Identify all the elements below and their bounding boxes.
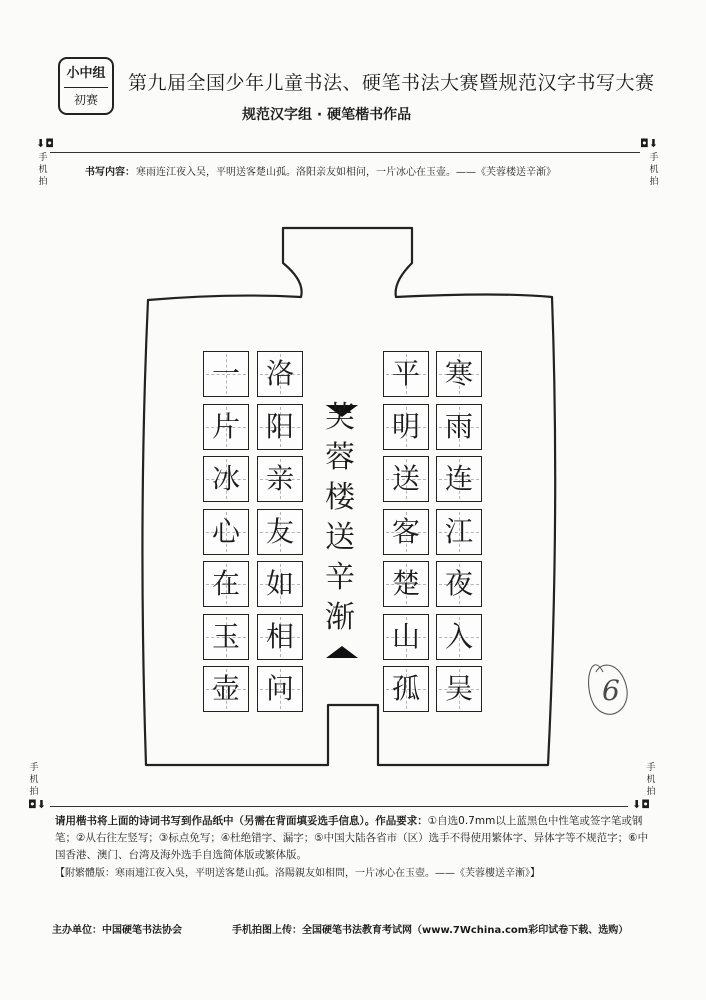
camera-icon-top-right: ◘⬇: [640, 137, 658, 150]
grid-cell: [436, 404, 482, 450]
handwritten-char: 吴: [444, 672, 473, 705]
handwritten-char: 江: [444, 515, 473, 548]
phone-shot-label-top-right: 手机拍: [649, 153, 659, 187]
grid-cell: [436, 351, 482, 397]
camera-icon-bottom-right: ⬇◘: [632, 798, 650, 811]
handwritten-char: 阳: [265, 410, 294, 443]
grid-cell: [203, 666, 249, 712]
camera-icon-bottom-left: ◘⬇: [28, 798, 46, 811]
handwritten-char: 亲: [265, 462, 294, 495]
handwritten-char: 心: [211, 515, 240, 548]
grade-mark: 6: [602, 674, 620, 707]
grid-cell: [436, 666, 482, 712]
grid-cell: [436, 561, 482, 607]
grid-cell: [383, 351, 429, 397]
handwritten-char: 片: [211, 410, 240, 443]
organizer-label: 主办单位：中国硬笔书法协会: [52, 925, 182, 936]
phone-shot-label-top-left: 手机拍: [38, 153, 48, 187]
grid-cell: [383, 666, 429, 712]
handwritten-char: 玉: [211, 620, 240, 653]
handwritten-char: 夜: [444, 567, 473, 600]
grid-cell: [383, 456, 429, 502]
handwritten-char: 入: [444, 620, 473, 653]
grid-cell: [383, 404, 429, 450]
grid-cell: [257, 404, 303, 450]
title-char: 渐: [325, 600, 355, 635]
handwritten-char: 楚: [391, 567, 420, 600]
requirements-body: ①自选0.7mm以上蓝黑色中性笔或签字笔或钢笔；②从右往左竖写；③标点免写；④杜绝错字、漏字；⑤中国大陆各省市（区）选手不得使用繁体字、异体字等不规范字；⑥中国香港、澳门、台湾及海外选手自选简体版或繁体版。: [55, 815, 649, 861]
title-char: 送: [325, 520, 355, 555]
page-subtitle: 规范汉字组 · 硬笔楷书作品: [242, 107, 412, 123]
grid-cell: [383, 561, 429, 607]
handwritten-char: 问: [265, 672, 294, 705]
handwritten-char: 友: [265, 515, 294, 548]
grid-cell: [203, 509, 249, 555]
phone-shot-label-bottom-right: 手机拍: [646, 763, 656, 797]
grid-cell: [203, 561, 249, 607]
handwritten-char: 冰: [211, 462, 240, 495]
handwritten-char: 山: [391, 620, 420, 653]
grid-cell: [203, 614, 249, 660]
handwritten-char: 洛: [265, 357, 294, 390]
grid-cell: [257, 456, 303, 502]
phone-shot-label-bottom-left: 手机拍: [29, 763, 39, 797]
title-bracket-bottom: [326, 646, 358, 658]
grid-cell: [436, 614, 482, 660]
title-char: 芙: [325, 400, 355, 435]
upload-info: 手机拍图上传：全国硬笔书法教育考试网（www.7Wchina.com彩印试卷下载、选购）: [232, 925, 629, 936]
grid-cell: [257, 666, 303, 712]
content-text: 寒雨连江夜入吴，平明送客楚山孤。洛阳亲友如相问，一片冰心在玉壶。——《芙蓉楼送辛渐》: [136, 167, 556, 178]
grid-cell: [436, 509, 482, 555]
bottom-rule: [50, 806, 628, 807]
handwritten-char: 连: [444, 462, 473, 495]
content-label: 书写内容：: [85, 167, 135, 178]
badge-group-label: 小中组: [66, 66, 106, 81]
title-char: 辛: [325, 560, 355, 595]
handwritten-char: 相: [265, 620, 294, 653]
grid-cell: [383, 509, 429, 555]
badge-round-label: 初赛: [73, 93, 98, 107]
handwritten-char: 在: [211, 567, 240, 600]
handwritten-char: 明: [391, 410, 420, 443]
grid-cell: [203, 456, 249, 502]
handwritten-char: 孤: [391, 672, 420, 705]
title-char: 蓉: [325, 440, 355, 475]
grid-cell: [257, 509, 303, 555]
grid-cell: [257, 351, 303, 397]
handwritten-char: 送: [391, 462, 420, 495]
traditional-appendix: 【附繁體版：寒雨連江夜入吳，平明送客楚山孤。洛陽親友如相問，一片冰心在玉壺。——《芙蓉樓送辛漸》】: [55, 868, 540, 879]
title-char: 楼: [325, 480, 355, 515]
requirements-text: [55, 813, 655, 864]
grid-cell: [203, 351, 249, 397]
handwritten-char: 雨: [444, 410, 473, 443]
poem-title-vertical: [320, 398, 360, 638]
grid-cell: [383, 614, 429, 660]
camera-icon-top-left: ⬇◘: [36, 137, 54, 150]
handwritten-char: 客: [391, 515, 420, 548]
handwritten-char: 如: [265, 567, 294, 600]
page-title: 第九届全国少年儿童书法、硬笔书法大赛暨规范汉字书写大赛: [128, 72, 655, 94]
requirements-intro: 请用楷书将上面的诗词书写到作品纸中（另需在背面填妥选手信息）。作品要求：: [55, 815, 428, 827]
handwritten-char: 寒: [444, 357, 473, 390]
handwritten-char: 壶: [211, 672, 240, 705]
grid-cell: [257, 614, 303, 660]
handwritten-char: 一: [211, 357, 240, 390]
grid-cell: [436, 456, 482, 502]
grid-cell: [203, 404, 249, 450]
grid-cell: [257, 561, 303, 607]
handwritten-char: 平: [391, 357, 420, 390]
